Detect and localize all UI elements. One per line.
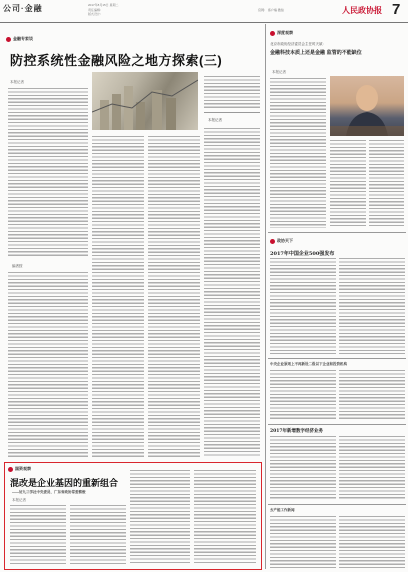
right-top-headline: 金融科技本质上还是金融 监管的不能缺位: [270, 50, 362, 56]
text-column: [339, 436, 405, 500]
main-headline: 防控系统性金融风险之地方探索(三): [10, 53, 223, 68]
portrait-photo: [330, 76, 404, 136]
pullquote-label: 本报记者: [208, 118, 222, 122]
tag-dot-icon: [270, 239, 275, 244]
divider: [268, 358, 406, 359]
text-column: [10, 505, 66, 565]
divider: [268, 504, 406, 505]
info-line: 版式设计：: [88, 12, 104, 16]
right-mid-tag: [270, 238, 293, 244]
masthead-links: [258, 8, 284, 12]
right-mid-headline-3: 2017年新增数字经济业务: [270, 429, 324, 434]
text-column: [270, 436, 336, 500]
main-byline: 本报记者: [10, 80, 24, 84]
right-bottom-headline: 去产能工作新闻: [270, 508, 295, 512]
masthead-info: [88, 3, 178, 17]
text-column: [130, 470, 190, 565]
link-text: 官网：: [258, 8, 268, 12]
text-column: [92, 136, 144, 458]
boxed-headline: 混改是企业基因的重新组合: [10, 479, 119, 489]
divider: [204, 112, 260, 113]
tag-label: 国资观察: [15, 466, 31, 471]
right-mid-headline-2: 中央企业原则上不再新设二级以下企业和投资机构: [270, 362, 347, 366]
text-column: [194, 470, 256, 565]
sidebar-note-label: 编者按: [12, 264, 23, 268]
tag-label: 金融专家谈: [13, 36, 33, 41]
main-story-tag: [6, 36, 33, 42]
masthead: [0, 0, 408, 23]
text-column: [339, 370, 405, 420]
tag-dot-icon: [8, 467, 13, 472]
tag-dot-icon: [270, 31, 275, 36]
text-column: [70, 505, 126, 565]
text-column: [339, 258, 405, 354]
text-column: [204, 76, 260, 110]
info-line: 责任编辑：: [88, 7, 104, 12]
person-illustration: [330, 76, 404, 136]
text-column: [270, 516, 336, 568]
text-column: [270, 258, 336, 354]
page-number: 7: [392, 1, 401, 18]
coins-photo: [92, 72, 198, 130]
right-top-kicker: 北京市政协经济委员会主任时天斌：: [270, 42, 326, 46]
boxed-subhead: ——访九三学社中央委员、广东省政协常委蔡俊: [12, 490, 86, 494]
text-column: [148, 136, 200, 458]
tag-dot-icon: [6, 37, 11, 42]
text-column: [270, 78, 326, 228]
right-mid-headline-1: 2017年中国企业500强发布: [270, 251, 335, 257]
column-rule: [265, 24, 266, 569]
right-top-byline: 本报记者: [272, 70, 286, 74]
link-text: 客户端: [267, 8, 277, 12]
divider: [268, 232, 406, 233]
info-line: 2017年8月15日 星期二: [88, 3, 119, 7]
text-column: [8, 88, 88, 258]
tag-label: 深度观察: [277, 30, 293, 35]
text-column: [270, 370, 336, 420]
text-column: [369, 140, 404, 228]
link-text: 微信: [277, 8, 284, 12]
section-name: 公司·金融: [3, 4, 43, 13]
divider: [268, 424, 406, 425]
text-column: [330, 140, 366, 228]
right-top-tag: [270, 30, 293, 36]
boxed-story-tag: [8, 466, 31, 472]
coins-illustration: [92, 72, 198, 130]
boxed-byline: 本报记者: [12, 498, 26, 502]
text-column: [8, 272, 88, 457]
tag-label: 政协天下: [277, 238, 293, 243]
paper-name: 人民政协报: [342, 5, 382, 15]
text-column: [204, 128, 260, 458]
text-column: [339, 516, 405, 568]
